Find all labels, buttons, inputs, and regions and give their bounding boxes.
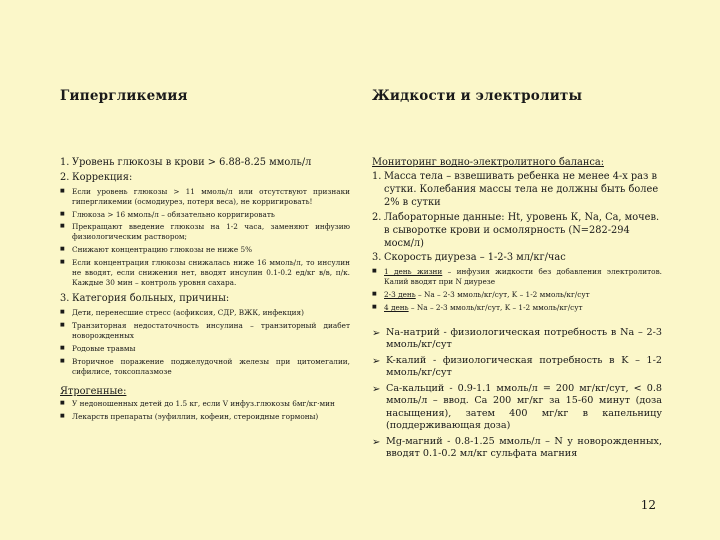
arrow-bullet-icon: ➢: [372, 327, 381, 339]
list-item: ■ Прекращают введение глюкозы на 1-2 часа, заменяют инфузию физиологическим раствором;: [60, 222, 350, 242]
list-item: ■ Дети, перенесшие стресс (асфиксия, СДР, ВЖК, инфекция): [60, 308, 304, 318]
iatrogenic-list: [60, 399, 350, 422]
list-item: ➢ Ca-кальций - 0.9-1.1 ммоль/л = 200 мг/кг/сут, < 0.8 ммоль/л – ввод. Ca 200 мг/кг за 15-60 минут (доза насыщения), затем 400 мг/кг в капельницу (поддерживающая доза): [372, 382, 662, 432]
list-item: ■ Вторичное поражение поджелудочной железы при цитомегалии, сифилисе, токсоплазмозе: [60, 356, 350, 376]
bullet-icon: ■: [60, 322, 65, 329]
list-item: 2. Коррекция:: [60, 171, 133, 183]
bullet-icon: ■: [60, 413, 65, 420]
bullet-icon: ■: [60, 223, 65, 230]
list-item: 1. Уровень глюкозы в крови > 6.88-8.25 ммоль/л: [60, 157, 312, 168]
bullet-icon: ■: [372, 268, 377, 275]
iatrogenic-heading: Ятрогенные:: [60, 386, 127, 398]
arrow-bullet-icon: ➢: [372, 355, 381, 367]
list-item: 3. Категория больных, причины:: [60, 293, 230, 305]
list-item: ■ Родовые травмы: [60, 343, 136, 353]
list-item: ■ Транзиторная недостаточность инсулина – транзиторный диабет новорожденных: [60, 321, 350, 341]
bullet-icon: ■: [372, 303, 377, 310]
bullet-icon: ■: [60, 357, 65, 364]
causes-list: [60, 308, 350, 376]
list-item: ■ 4 день – Na – 2-3 ммоль/кг/сут, K – 1-2 ммоль/кг/сут: [372, 302, 583, 312]
list-item: 2. Лабораторные данные: Ht, уровень К, Na, Ca, мочев. в сыворотке крови и осмолярность (N=282-294 мосм/л): [372, 211, 660, 249]
page-number: 12: [640, 498, 656, 512]
arrow-bullet-icon: ➢: [372, 383, 381, 395]
bullet-icon: ■: [60, 400, 65, 407]
list-item: ■ Лекарств препараты (эуфиллин, кофеин, стероидные гормоны): [60, 412, 319, 422]
list-item: ■ Снижают концентрацию глюкозы не ниже 5%: [60, 245, 253, 255]
fluids-title: Жидкости и электролиты: [372, 88, 583, 104]
list-item: ➢ K-калий - физиологическая потребность в K – 1-2 ммоль/кг/сут: [372, 354, 662, 379]
bullet-icon: ■: [60, 246, 65, 253]
hyperglycemia-title: Гипергликемия: [60, 88, 188, 104]
bullet-icon: ■: [372, 291, 377, 298]
list-item: ■ 2-3 день – Na – 2-3 ммоль/кг/сут, K – 1-2 ммоль/кг/сут: [372, 290, 590, 300]
list-item: ■ Если концентрация глюкозы снижалась ниже 16 ммоль/л, то инсулин не вводят, если снижения нет, вводят инсулин 0.1-0.2 ед/кг в/в, п/к. Каждые 30 мин – контроль уровня сахара.: [60, 257, 350, 287]
right-body: [372, 157, 662, 463]
electrolyte-days-list: [372, 267, 662, 312]
left-body: [60, 157, 350, 425]
list-item: ➢ Na-натрий - физиологическая потребность в Na – 2-3 ммоль/кг/сут: [372, 326, 662, 351]
bullet-icon: ■: [60, 344, 65, 351]
arrow-bullet-icon: ➢: [372, 436, 381, 448]
correction-list: [60, 187, 350, 288]
list-item: ■ У недоношенных детей до 1.5 кг, если V инфуз.глюкозы 6мг/кг·мин: [60, 399, 335, 409]
list-item: 3. Скорость диуреза – 1-2-3 мл/кг/час: [372, 252, 566, 264]
list-item: ■ 1 день жизни – инфузия жидкости без добавления электролитов. Калий вводят при N диурезе: [372, 267, 662, 287]
bullet-icon: ■: [60, 187, 65, 194]
electrolyte-needs-list: [372, 327, 662, 461]
monitor-heading: Мониторинг водно-электролитного баланса:: [372, 157, 604, 168]
bullet-icon: ■: [60, 210, 65, 217]
list-item: ■ Глюкоза > 16 ммоль/л – обязательно корригировать: [60, 209, 275, 219]
list-item: ■ Если уровень глюкозы > 11 ммоль/л или отсутствуют признаки гипергликемии (осмодиурез, потеря веса), не корригировать!: [60, 186, 350, 206]
bullet-icon: ■: [60, 309, 65, 316]
list-item: ➢ Mg-магний - 0.8-1.25 ммоль/л – N у новорожденных, вводят 0.1-0.2 мл/кг сульфата магния: [372, 435, 662, 459]
bullet-icon: ■: [60, 258, 65, 265]
list-item: 1. Масса тела – взвешивать ребенка не менее 4-х раз в сутки. Колебания массы тела не должны быть более 2% в сутки: [372, 170, 659, 208]
